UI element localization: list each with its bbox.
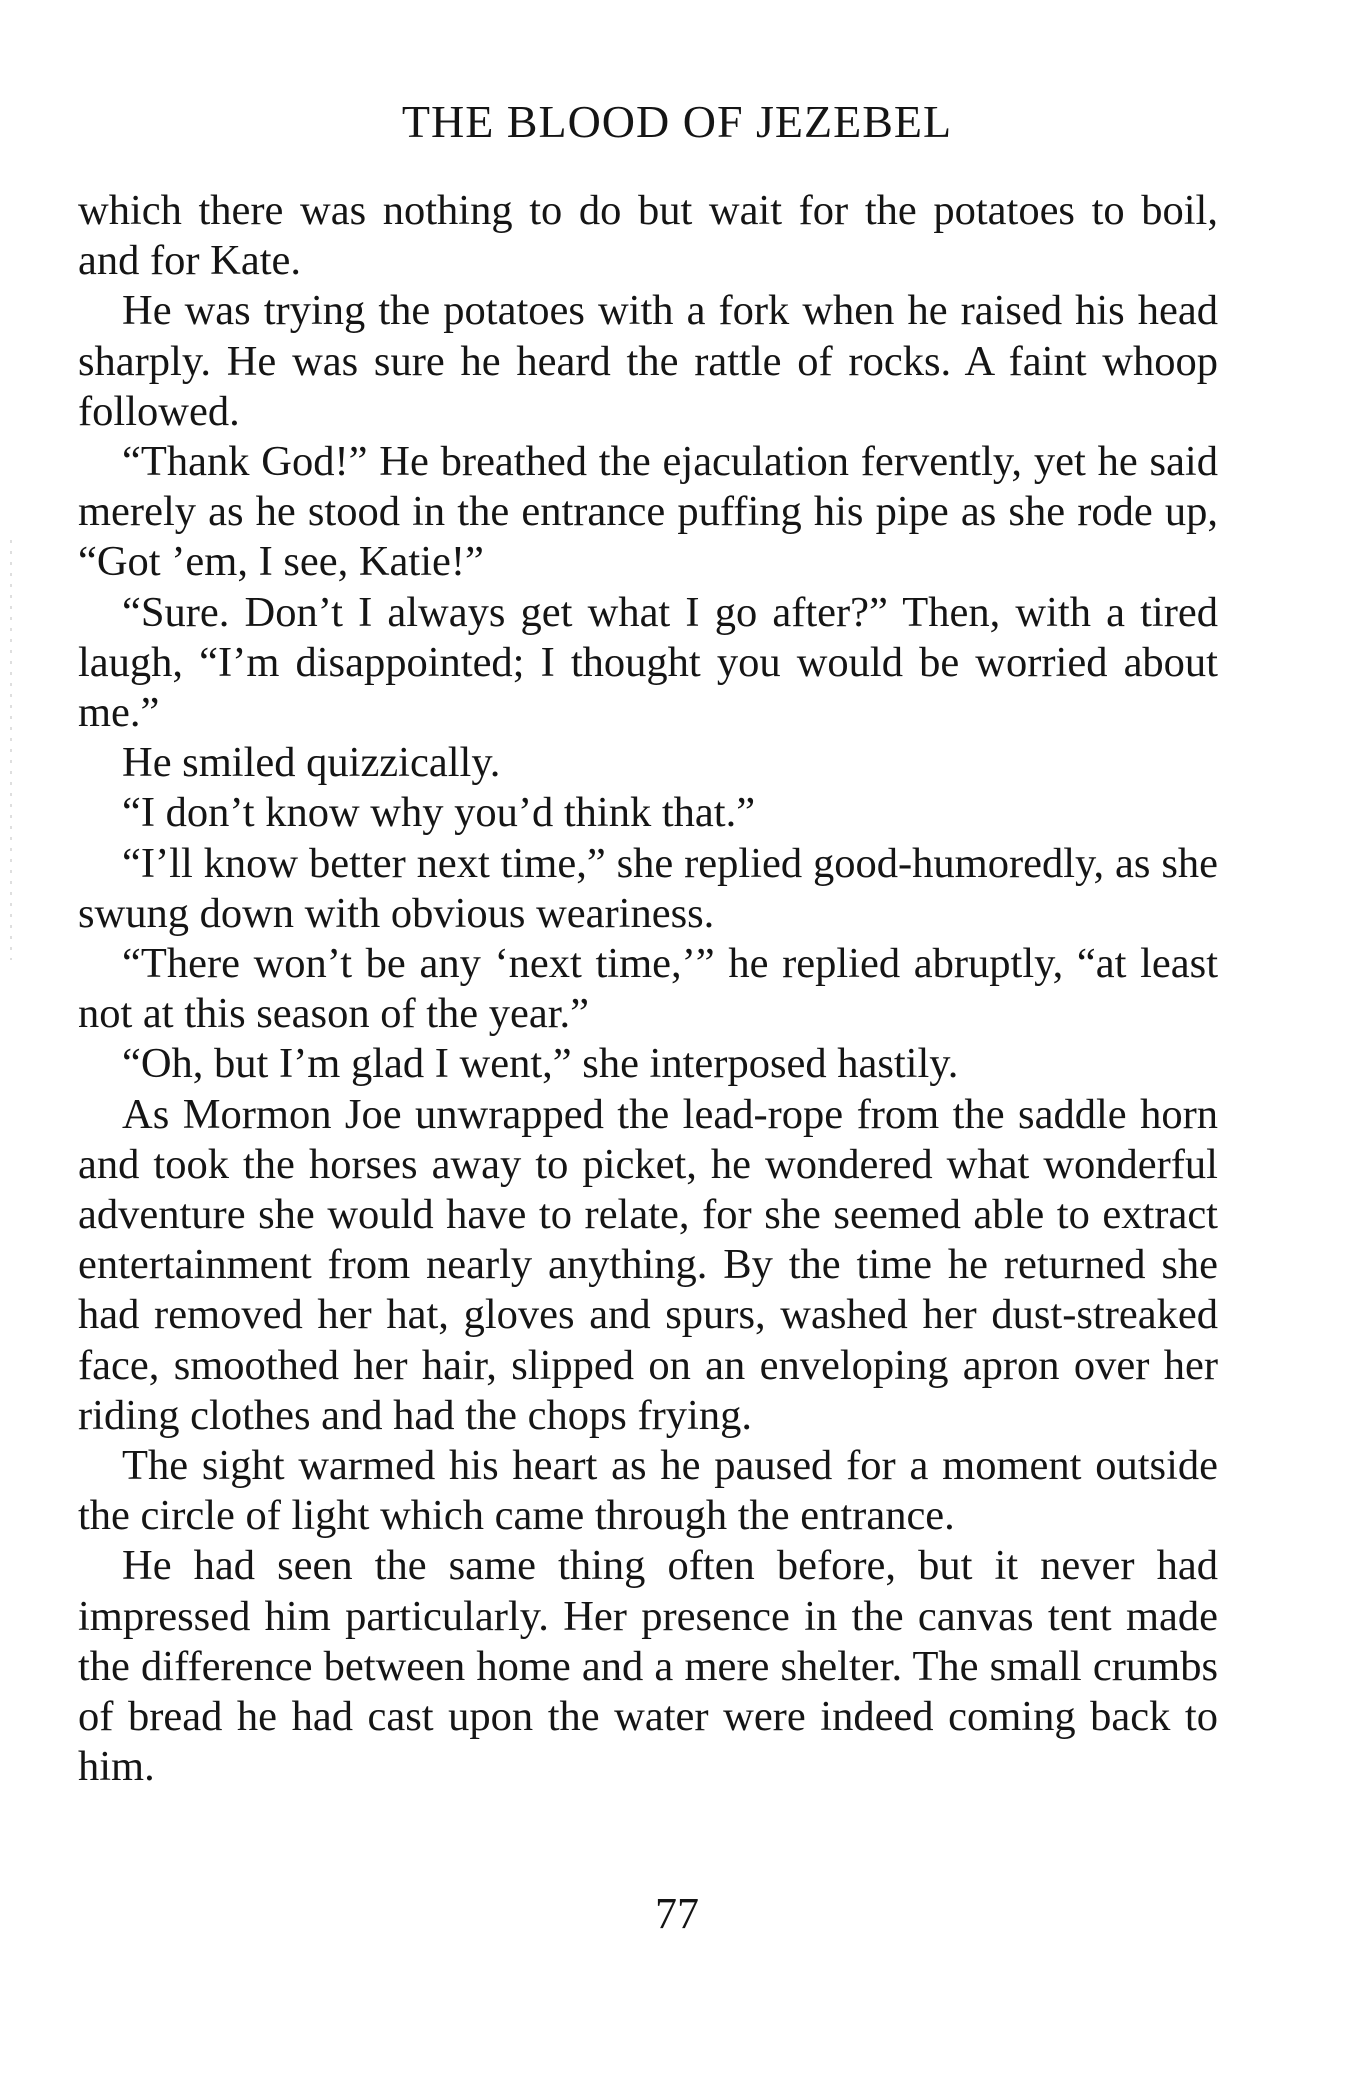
paragraph-3: “Thank God!” He breathed the ejaculation fervently, yet he said merely as he stood in the entrance puffing his pipe as she rode up, “Got ’em, I see, Katie!” <box>78 438 1218 586</box>
paragraph-9: “Oh, but I’m glad I went,” she interposed hastily. <box>122 1040 959 1088</box>
paragraph-2: He was trying the potatoes with a fork when he raised his head sharply. He was sure he heard the rattle of rocks. A faint whoop followed. <box>78 287 1218 435</box>
page-number: 77 <box>655 1889 699 1938</box>
paragraph-11: The sight warmed his heart as he paused for a moment outside the circle of light which came through the entrance. <box>78 1442 1218 1540</box>
running-head: THE BLOOD OF JEZEBEL <box>401 96 953 147</box>
paragraph-7: “I’ll know better next time,” she replied good-humoredly, as she swung down with obvious weariness. <box>78 839 1218 937</box>
margin-scan-artifact <box>10 540 12 960</box>
body-text <box>78 186 1218 1793</box>
paragraph-8: “There won’t be any ‘next time,’” he replied abruptly, “at least not at this season of the year.” <box>78 940 1218 1038</box>
paragraph-6: “I don’t know why you’d think that.” <box>122 789 756 837</box>
paragraph-10: As Mormon Joe unwrapped the lead-rope from the saddle horn and took the horses away to picket, he wondered what wonderful adventure she would have to relate, for she seemed able to extract entertainment from nearly anything. By the time he returned she had removed her hat, gloves and spurs, washed her dust-streaked face, smoothed her hair, slipped on an enveloping apron over her riding clothes and had the chops frying. <box>78 1090 1218 1439</box>
paragraph-12: He had seen the same thing often before, but it never had impressed him particularly. Her presence in the canvas tent made the difference between home and a mere shelter. The small crumbs of bread he had cast upon the water were indeed coming back to him. <box>78 1542 1218 1791</box>
paragraph-4: “Sure. Don’t I always get what I go after?” Then, with a tired laugh, “I’m disappointed; I thought you would be worried about me.” <box>78 588 1218 737</box>
paragraph-1: which there was nothing to do but wait for the potatoes to boil, and for Kate. <box>78 187 1218 285</box>
paragraph-5: He smiled quizzically. <box>122 739 501 787</box>
